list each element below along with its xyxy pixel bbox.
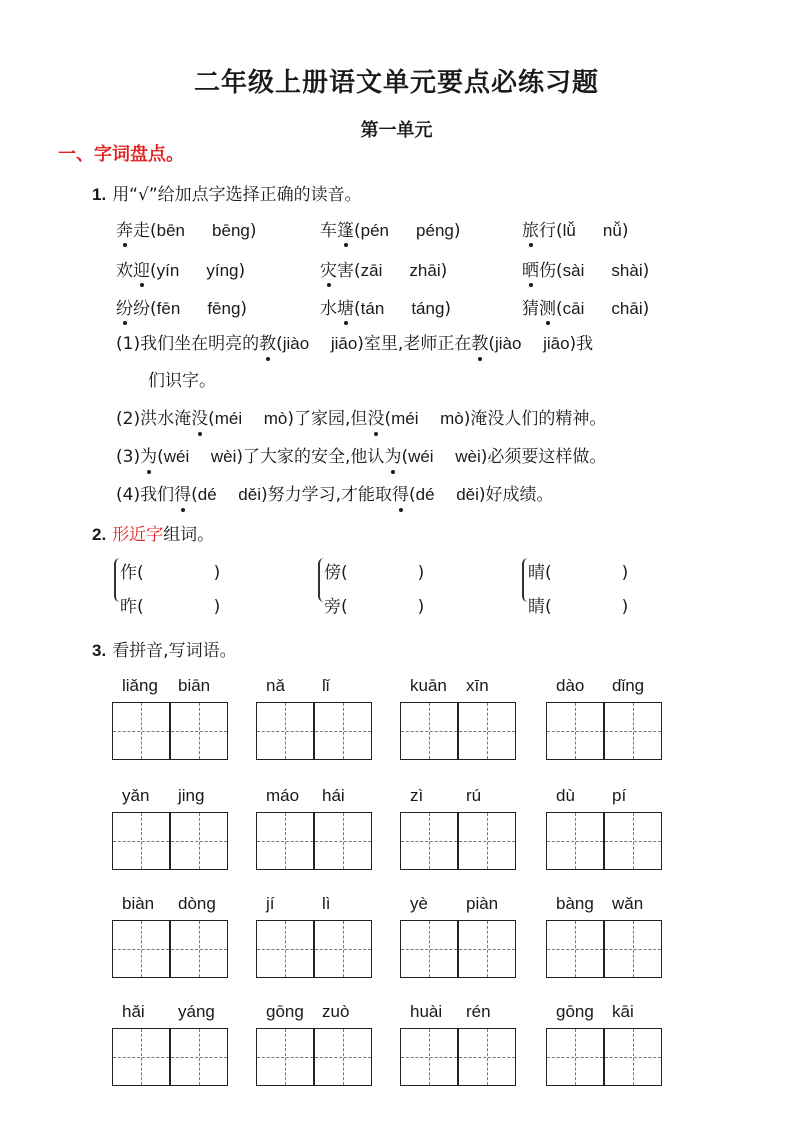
unit-title: 第一单元	[360, 120, 433, 141]
writing-cell[interactable]	[604, 1028, 662, 1086]
pinyin-choice-item: 水塘(tán táng)	[320, 294, 451, 319]
pinyin-choice-item: 灾害(zāi zhāi)	[320, 256, 447, 281]
pinyin-option[interactable]: pén	[360, 221, 390, 240]
question-3-heading	[92, 636, 237, 661]
pinyin-option[interactable]: yíng	[206, 261, 239, 280]
pinyin-choice-item: 纷纷(fēn fēng)	[116, 294, 247, 319]
pinyin-option[interactable]: shài	[611, 261, 643, 280]
question-1-heading	[92, 180, 362, 205]
writing-cell[interactable]	[546, 920, 604, 978]
writing-cell[interactable]	[546, 702, 604, 760]
pinyin-option[interactable]: cāi	[562, 299, 585, 318]
writing-cell[interactable]	[112, 702, 170, 760]
similar-char-pair: 傍( ) 旁( )	[318, 558, 438, 608]
pinyin-choice-item: 车篷(pén péng)	[320, 216, 461, 241]
sentence-2: (2)洪水淹没(méi mò)了家园,但没(méi mò)淹没人们的精神。	[116, 409, 607, 429]
pinyin-word-box: kuān xīn	[400, 676, 518, 762]
pinyin-word-box: nǎ lǐ	[256, 676, 374, 762]
writing-cell[interactable]	[256, 920, 314, 978]
writing-cell[interactable]	[170, 812, 228, 870]
keyword-highlight: 形近字	[112, 525, 164, 545]
writing-cell[interactable]	[546, 812, 604, 870]
pinyin-option[interactable]: bēng	[212, 221, 250, 240]
pinyin-word-box: huài rén	[400, 1002, 518, 1088]
pinyin-option[interactable]: fēn	[156, 299, 181, 318]
pinyin-option[interactable]: zhāi	[409, 261, 441, 280]
writing-cell[interactable]	[314, 702, 372, 760]
writing-cell[interactable]	[170, 920, 228, 978]
writing-cell[interactable]	[400, 920, 458, 978]
pinyin-option[interactable]: zāi	[360, 261, 383, 280]
page-title: 二年级上册语文单元要点必练习题	[193, 68, 599, 98]
pinyin-option[interactable]: fēng	[207, 299, 241, 318]
question-text: 组词。	[163, 525, 215, 545]
pinyin-option[interactable]: lǚ	[562, 221, 576, 240]
pinyin-option[interactable]: tán	[360, 299, 385, 318]
writing-cell[interactable]	[458, 920, 516, 978]
pinyin-option[interactable]: bēn	[156, 221, 186, 240]
pinyin-word-box: zì rú	[400, 786, 518, 872]
pinyin-choice-item: 旅行(lǚ nǚ)	[522, 216, 628, 241]
question-text: 看拼音,写词语。	[112, 641, 237, 661]
question-number: 2.	[92, 525, 107, 544]
writing-cell[interactable]	[400, 812, 458, 870]
writing-cell[interactable]	[546, 1028, 604, 1086]
writing-cell[interactable]	[170, 702, 228, 760]
pinyin-option[interactable]: nǚ	[602, 221, 622, 240]
writing-cell[interactable]	[314, 812, 372, 870]
writing-cell[interactable]	[314, 920, 372, 978]
pinyin-choice-item: 奔走(bēn bēng)	[116, 216, 257, 241]
writing-cell[interactable]	[604, 812, 662, 870]
pinyin-choice-item: 欢迎(yín yíng)	[116, 256, 245, 281]
sentence-1-cont: 们识字。	[148, 371, 216, 391]
writing-cell[interactable]	[314, 1028, 372, 1086]
pinyin-option[interactable]: chāi	[611, 299, 643, 318]
similar-char-pair: 晴( ) 睛( )	[522, 558, 642, 608]
writing-cell[interactable]	[170, 1028, 228, 1086]
pinyin-word-box: biàn dòng	[112, 894, 230, 980]
question-number: 1.	[92, 185, 107, 204]
pinyin-word-box: bàng wǎn	[546, 894, 664, 980]
pinyin-choice-item: 猜测(cāi chāi)	[522, 294, 649, 319]
question-number: 3.	[92, 641, 107, 660]
pinyin-option[interactable]: péng	[416, 221, 454, 240]
pinyin-word-box: dù pí	[546, 786, 664, 872]
writing-cell[interactable]	[256, 702, 314, 760]
writing-cell[interactable]	[458, 702, 516, 760]
writing-cell[interactable]	[400, 1028, 458, 1086]
pinyin-word-box: gōng zuò	[256, 1002, 374, 1088]
sentence-4: (4)我们得(dé děi)努力学习,才能取得(dé děi)好成绩。	[116, 485, 554, 505]
writing-cell[interactable]	[112, 812, 170, 870]
writing-cell[interactable]	[256, 812, 314, 870]
pinyin-word-box: máo hái	[256, 786, 374, 872]
pinyin-word-box: yǎn jing	[112, 786, 230, 872]
pinyin-option[interactable]: yín	[156, 261, 180, 280]
pinyin-word-box: liǎng biān	[112, 676, 230, 762]
question-text: 用“√”给加点字选择正确的读音。	[112, 185, 362, 205]
pinyin-word-box: jí lì	[256, 894, 374, 980]
pinyin-option[interactable]: sài	[562, 261, 585, 280]
pinyin-option[interactable]: táng	[411, 299, 445, 318]
pinyin-choice-item: 晒伤(sài shài)	[522, 256, 649, 281]
writing-cell[interactable]	[458, 1028, 516, 1086]
writing-cell[interactable]	[604, 920, 662, 978]
writing-cell[interactable]	[604, 702, 662, 760]
pinyin-word-box: dào dǐng	[546, 676, 664, 762]
writing-cell[interactable]	[112, 920, 170, 978]
sentence-1: (1)我们坐在明亮的教(jiào jiāo)室里,老师正在教(jiào jiāo)我	[116, 334, 594, 354]
pinyin-word-box: gōng kāi	[546, 1002, 664, 1088]
similar-char-pair: 作( ) 昨( )	[114, 558, 234, 608]
pinyin-word-box: hǎi yáng	[112, 1002, 230, 1088]
writing-cell[interactable]	[112, 1028, 170, 1086]
writing-cell[interactable]	[256, 1028, 314, 1086]
writing-cell[interactable]	[458, 812, 516, 870]
sentence-3: (3)为(wéi wèi)了大家的安全,他认为(wéi wèi)必须要这样做。	[116, 447, 607, 467]
question-2-heading	[92, 520, 214, 545]
writing-cell[interactable]	[400, 702, 458, 760]
section-heading: 一、字词盘点。	[58, 144, 184, 165]
pinyin-word-box: yè piàn	[400, 894, 518, 980]
